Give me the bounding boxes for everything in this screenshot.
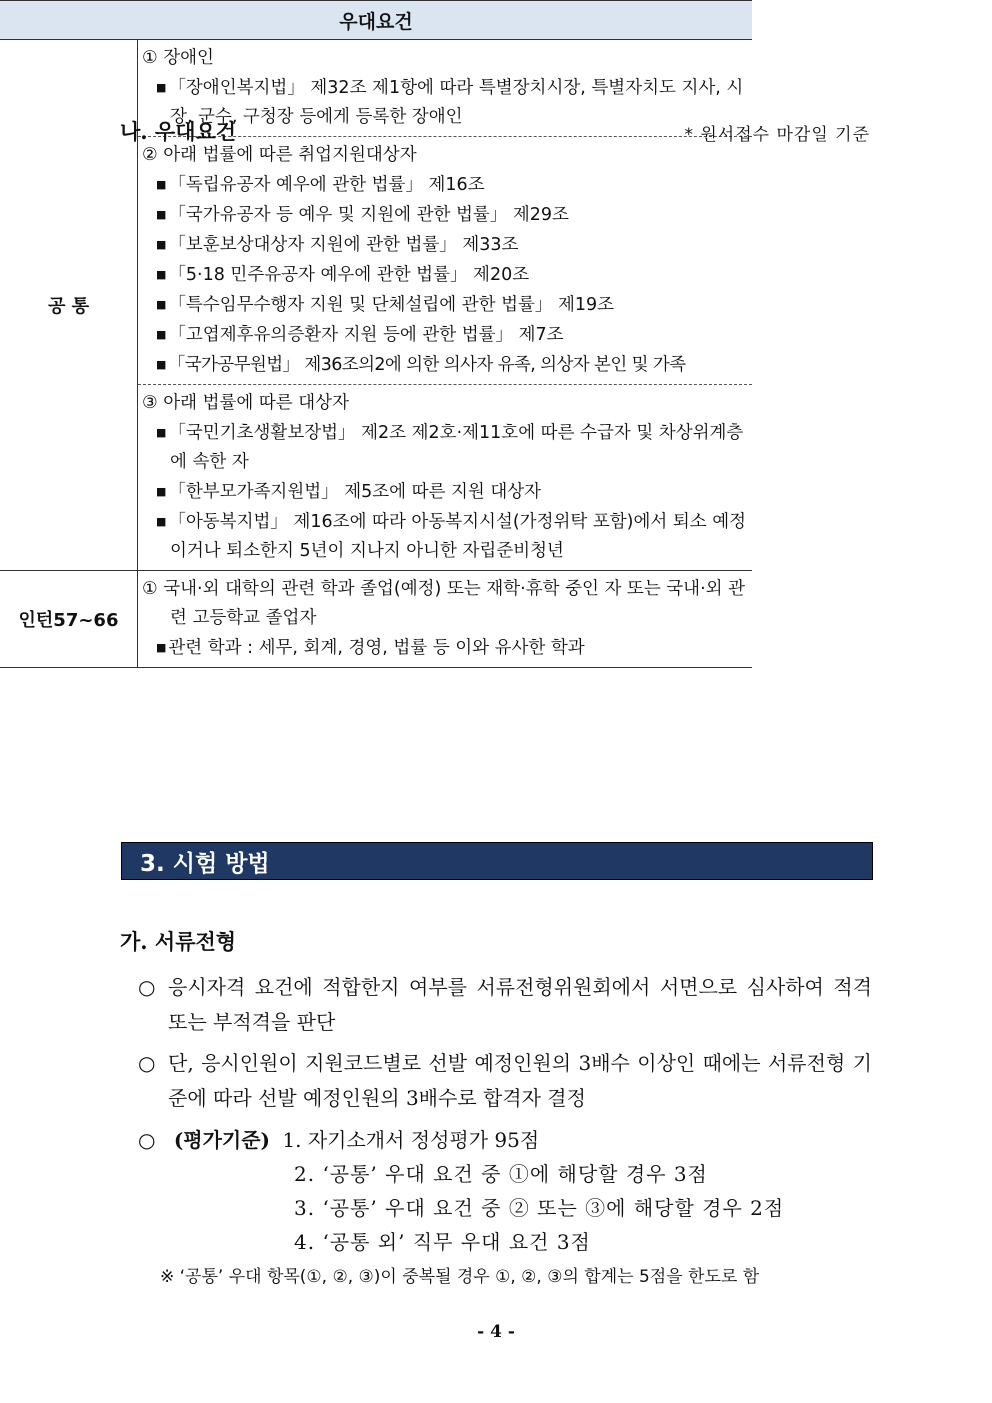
intern-label: 인턴57~66 (0, 571, 138, 668)
circle-bullet-icon: ○ (138, 1051, 156, 1075)
criteria-item: 4. ‘공통 외’ 직무 우대 요건 3점 (294, 1230, 591, 1254)
criteria-block (138, 1124, 539, 1153)
page-number: - 4 - (477, 1322, 515, 1342)
square-bullet-icon: ■ (156, 328, 167, 341)
square-bullet-icon: ■ (156, 81, 167, 94)
group-title: ③ 아래 법률에 따른 대상자 (142, 393, 349, 413)
square-bullet-icon: ■ (156, 515, 167, 528)
criteria-item: 2. ‘공통’ 우대 요건 중 ①에 해당할 경우 3점 (294, 1162, 708, 1186)
square-bullet-icon: ■ (156, 208, 167, 221)
criteria-item: 3. ‘공통’ 우대 요건 중 ② 또는 ③에 해당할 경우 2점 (294, 1196, 785, 1220)
paragraph-2: ○ 단, 응시인원이 지원코드별로 선발 예정인원의 3배수 이상인 때에는 서류전형 기준에 따라 선발 예정인원의 3배수로 합격자 결정 (138, 1046, 872, 1116)
square-bullet-icon: ■ (156, 268, 167, 281)
list-item: ■ 「한부모가족지원법」 제5조에 따른 지원 대상자 (156, 482, 542, 502)
circle-bullet-icon: ○ (138, 975, 156, 999)
circle-bullet-icon: ○ (138, 1128, 156, 1152)
square-bullet-icon: ■ (156, 426, 167, 439)
list-item: ■ 관련 학과 : 세무, 회계, 경영, 법률 등 이와 유사한 학과 (156, 638, 585, 658)
criteria-label: (평가기준) (173, 1128, 271, 1152)
list-item: ■ 「보훈보상대상자 지원에 관한 법률」 제33조 (156, 235, 519, 255)
list-item: ■ 「고엽제후유의증환자 지원 등에 관한 법률」 제7조 (156, 325, 564, 345)
group-title: ② 아래 법률에 따른 취업지원대상자 (142, 145, 417, 165)
square-bullet-icon: ■ (156, 485, 167, 498)
group-title: ① 국내·외 대학의 관련 학과 졸업(예정) 또는 재학·휴학 중인 자 또는 국내·외 관련 고등학교 졸업자 (142, 579, 746, 628)
section-title: 나. 우대요건 (120, 119, 237, 144)
list-item: ■ 「아동복지법」 제16조에 따라 아동복지시설(가정위탁 포함)에서 퇴소 예정이거나 퇴소한지 5년이 지나지 아니한 자립준비청년 (156, 512, 747, 561)
subsection-title: 가. 서류전형 (120, 929, 237, 954)
square-bullet-icon: ■ (156, 178, 167, 191)
deadline-note: * 원서접수 마감일 기준 (684, 125, 870, 145)
list-item: ■ 「국가공무원법」 제36조의2에 의한 의사자 유족, 의상자 본인 및 가족 (156, 355, 686, 375)
list-item: ■ 「5·18 민주유공자 예우에 관한 법률」 제20조 (156, 265, 530, 285)
common-label: 공 통 (0, 40, 138, 571)
criteria-item: 1. 자기소개서 정성평가 95점 (282, 1128, 540, 1152)
list-item: ■ 「국민기초생활보장법」 제2조 제2호·제11호에 따른 수급자 및 차상위계층에 속한 자 (156, 423, 744, 472)
list-item: ■ 「국가유공자 등 예우 및 지원에 관한 법률」 제29조 (156, 205, 569, 225)
group-title: ① 장애인 (142, 48, 214, 68)
group-veterans (138, 137, 753, 385)
list-item: ■ 「장애인복지법」 제32조 제1항에 따라 특별장치시장, 특별자치도 지사, 시장, 군수, 구청장 등에게 등록한 장애인 (156, 78, 744, 127)
square-bullet-icon: ■ (156, 641, 167, 654)
paragraph-1: ○ 응시자격 요건에 적합한지 여부를 서류전형위원회에서 서면으로 심사하여 적격 또는 부적격을 판단 (138, 970, 872, 1040)
preference-table (0, 0, 752, 668)
group-welfare (138, 385, 753, 571)
overlap-note: ※ ‘공통’ 우대 항목(①, ②, ③)이 중복될 경우 ①, ②, ③의 합계는 5점을 한도로 함 (160, 1267, 760, 1287)
square-bullet-icon: ■ (156, 238, 167, 251)
square-bullet-icon: ■ (156, 298, 167, 311)
list-item: ■ 「독립유공자 예우에 관한 법률」 제16조 (156, 175, 485, 195)
section3-banner (121, 842, 873, 880)
list-item: ■ 「특수임무수행자 지원 및 단체설립에 관한 법률」 제19조 (156, 295, 615, 315)
section3-title: 3. 시험 방법 (140, 851, 270, 877)
square-bullet-icon: ■ (156, 358, 166, 371)
group-intern (138, 571, 753, 668)
table-header: 우대요건 (0, 1, 752, 40)
